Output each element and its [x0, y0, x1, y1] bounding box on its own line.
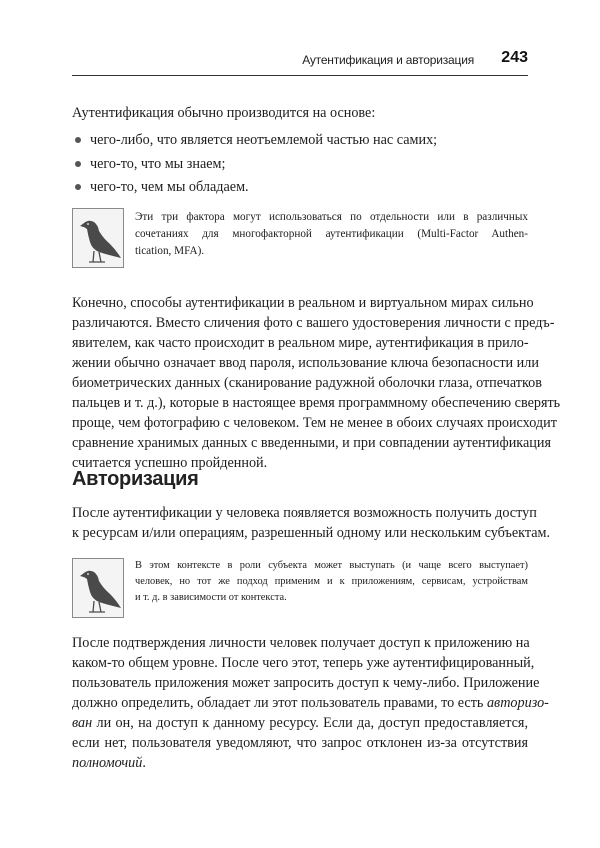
- bird-icon: [72, 558, 124, 618]
- paragraph: После подтверждения личности человек получает доступ к приложению на каком-то общем уровне. После чего этот, теперь уже аутентифицированный, пользователь приложения может запросить доступ к чему-либо. Приложение должно определить, обладает ли этот пользователь правами, то есть авторизо- ван ли он, на доступ к данному ресурсу. Если да, доступ предоставляется, если нет, пользователя уведомляют, что запрос отклонен из-за отсутствия полномочий.: [72, 635, 549, 771]
- note-box: [72, 208, 528, 278]
- list-item: чего-либо, что является неотъемлемой частью нас самих;: [72, 130, 528, 154]
- note-text: В этом контексте в роли субъекта может выступать (и чаще всего выступает) человек, но тот же подход применим и к приложениям, сервисам, устройствам и т. д. в зависимости от контекста.: [135, 560, 528, 603]
- running-header: [72, 48, 528, 76]
- note-text: Эти три фактора могут использоваться по отдельности или в различных сочетаниях для многофакторной аутентификации (Multi-Factor Authen- tication, MFA).: [135, 211, 528, 257]
- page-number: 243: [501, 49, 528, 66]
- header-rule: [72, 75, 528, 76]
- running-title: Аутентификация и авторизация: [302, 53, 474, 67]
- factor-list: [72, 130, 528, 201]
- bullet-icon: [75, 161, 81, 167]
- bullet-icon: [75, 184, 81, 190]
- paragraph: После аутентификации у человека появляется возможность получить доступ к ресурсам и/или операциям, разрешенный одному или нескольким субъектам.: [72, 505, 551, 541]
- list-item: чего-то, чем мы обладаем.: [72, 177, 528, 201]
- intro-lead: Аутентификация обычно производится на основе:: [72, 105, 376, 121]
- section-heading: Авторизация: [72, 468, 199, 490]
- list-item: чего-то, что мы знаем;: [72, 154, 528, 178]
- paragraph: Конечно, способы аутентификации в реальном и виртуальном мирах сильно различаются. Вместо сличения фото с вашего удостоверения личности с предъ- явителем, как часто происходит в реальном мире, аутентификация в прило- жении обычно означает ввод пароля, использование ключа безопасности или биометрических данных (сканирование радужной оболочки глаза, отпечатков пальцев и т. д.), которые в настоящее время программному обеспечению сверять проще, чем фотографию с человеком. Тем не менее в обоих случаях происходит сравнение хранимых данных с введенными, и при совпадении аутентификация считается успешно пройденной.: [72, 295, 561, 471]
- note-box: [72, 558, 528, 622]
- bullet-icon: [75, 137, 81, 143]
- bird-icon: [72, 208, 124, 268]
